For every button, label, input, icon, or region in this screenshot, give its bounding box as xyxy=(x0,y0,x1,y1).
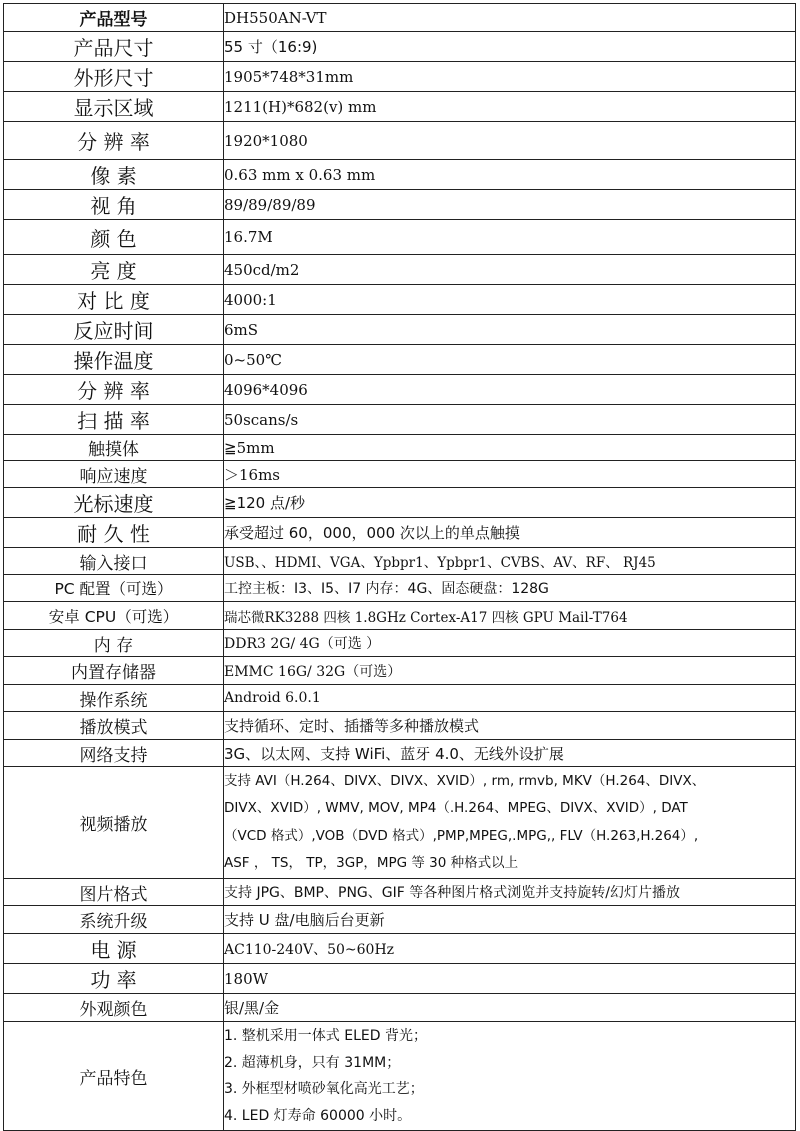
spec-label: 扫 描 率 xyxy=(4,405,224,435)
table-row xyxy=(4,740,796,767)
table-row xyxy=(4,4,796,32)
spec-value: 承受超过 60，000，000 次以上的单点触摸 xyxy=(224,518,796,548)
spec-label: 网络支持 xyxy=(4,740,224,767)
spec-label: 分 辨 率 xyxy=(4,375,224,405)
table-row xyxy=(4,518,796,548)
spec-value: 银/黑/金 xyxy=(224,994,796,1022)
table-row xyxy=(4,345,796,375)
table-row xyxy=(4,255,796,285)
spec-value: 支持循环、定时、插播等多种播放模式 xyxy=(224,712,796,740)
spec-value: 4096*4096 xyxy=(224,375,796,405)
spec-label: 耐 久 性 xyxy=(4,518,224,548)
spec-label: 功 率 xyxy=(4,964,224,994)
spec-label: 光标速度 xyxy=(4,488,224,518)
spec-value: ≧120 点/秒 xyxy=(224,488,796,518)
spec-value: 支持 JPG、BMP、PNG、GIF 等各种图片格式浏览并支持旋转/幻灯片播放 xyxy=(224,879,796,906)
spec-label: 对 比 度 xyxy=(4,285,224,315)
text-line: ASF ， TS， TP，3GP，MPG 等 30 种格式以上 xyxy=(224,855,519,871)
spec-label: 输入接口 xyxy=(4,548,224,575)
spec-value: 180W xyxy=(224,964,796,994)
spec-value: EMMC 16G/ 32G（可选） xyxy=(224,657,796,685)
spec-value: ≧5mm xyxy=(224,435,796,461)
spec-table xyxy=(3,3,796,1131)
spec-value-multiline xyxy=(224,1022,796,1131)
table-row xyxy=(4,190,796,220)
spec-label: 产品型号 xyxy=(4,4,224,32)
spec-label: 外形尺寸 xyxy=(4,62,224,92)
table-row xyxy=(4,1022,796,1131)
table-row xyxy=(4,906,796,934)
spec-value: 55 寸（16:9) xyxy=(224,32,796,62)
spec-label: 反应时间 xyxy=(4,315,224,345)
spec-value: 0~50℃ xyxy=(224,345,796,375)
spec-label: 颜 色 xyxy=(4,220,224,255)
table-row xyxy=(4,160,796,190)
spec-label: 亮 度 xyxy=(4,255,224,285)
spec-value: 1211(H)*682(v) mm xyxy=(224,92,796,122)
table-row xyxy=(4,994,796,1022)
table-row xyxy=(4,92,796,122)
text-line: 4. LED 灯寿命 60000 小时。 xyxy=(224,1107,412,1124)
spec-label: 安卓 CPU（可选） xyxy=(4,602,224,630)
spec-label: 系统升级 xyxy=(4,906,224,934)
spec-label: PC 配置（可选） xyxy=(4,575,224,602)
spec-label: 显示区域 xyxy=(4,92,224,122)
spec-label: 内置存储器 xyxy=(4,657,224,685)
table-row xyxy=(4,122,796,160)
table-row xyxy=(4,767,796,879)
table-row xyxy=(4,602,796,630)
text-line: 1. 整机采用一体式 ELED 背光； xyxy=(224,1028,427,1044)
spec-label: 外观颜色 xyxy=(4,994,224,1022)
spec-value: ＞16ms xyxy=(224,461,796,488)
table-row xyxy=(4,657,796,685)
table-row xyxy=(4,488,796,518)
spec-label: 像 素 xyxy=(4,160,224,190)
spec-value: Android 6.0.1 xyxy=(224,685,796,712)
spec-value: USB、、HDMI、VGA、Ypbpr1、Ypbpr1、CVBS、AV、RF、 RJ45 xyxy=(224,548,796,575)
spec-value: DH550AN-VT xyxy=(224,4,796,32)
table-row xyxy=(4,285,796,315)
spec-value: DDR3 2G/ 4G（可选 ） xyxy=(224,630,796,657)
spec-value: 3G、以太网、支持 WiFi、蓝牙 4.0、无线外设扩展 xyxy=(224,740,796,767)
spec-label: 操作系统 xyxy=(4,685,224,712)
table-row xyxy=(4,712,796,740)
table-row xyxy=(4,630,796,657)
spec-value: 支持 U 盘/电脑后台更新 xyxy=(224,906,796,934)
spec-label: 产品特色 xyxy=(4,1022,224,1131)
spec-label: 视 角 xyxy=(4,190,224,220)
spec-value-multiline xyxy=(224,767,796,879)
text-line: 3. 外框型材喷砂氧化高光工艺； xyxy=(224,1081,424,1097)
text-line: DIVX、XVID）, WMV, MOV, MP4（.H.264、MPEG、DIVX、XVID）, DAT xyxy=(224,800,688,816)
spec-label: 图片格式 xyxy=(4,879,224,906)
table-row xyxy=(4,461,796,488)
table-row xyxy=(4,62,796,92)
spec-value: 工控主板：I3、I5、I7 内存：4G、固态硬盘：128G xyxy=(224,575,796,602)
text-line: 支持 AVI（H.264、DIVX、DIVX、XVID）, rm, rmvb, MKV（H.264、DIVX、 xyxy=(224,772,706,789)
spec-value: 1920*1080 xyxy=(224,122,796,160)
table-row xyxy=(4,575,796,602)
spec-value: 89/89/89/89 xyxy=(224,190,796,220)
spec-label: 响应速度 xyxy=(4,461,224,488)
table-row xyxy=(4,879,796,906)
table-row xyxy=(4,685,796,712)
spec-value: 450cd/m2 xyxy=(224,255,796,285)
spec-label: 产品尺寸 xyxy=(4,32,224,62)
table-row xyxy=(4,220,796,255)
spec-value: 16.7M xyxy=(224,220,796,255)
spec-label: 内 存 xyxy=(4,630,224,657)
table-row xyxy=(4,375,796,405)
text-line: 2. 超薄机身，只有 31MM； xyxy=(224,1054,401,1071)
spec-label: 触摸体 xyxy=(4,435,224,461)
table-row xyxy=(4,405,796,435)
spec-value: 瑞芯微RK3288 四核 1.8GHz Cortex-A17 四核 GPU Mail-T764 xyxy=(224,602,796,630)
table-row xyxy=(4,315,796,345)
spec-label: 电 源 xyxy=(4,934,224,964)
table-row xyxy=(4,934,796,964)
text-line: （VCD 格式）,VOB（DVD 格式）,PMP,MPEG,.MPG,, FLV（H.263,H.264）, xyxy=(224,827,699,844)
spec-value: 0.63 mm x 0.63 mm xyxy=(224,160,796,190)
table-row xyxy=(4,964,796,994)
spec-value: 6mS xyxy=(224,315,796,345)
spec-label: 视频播放 xyxy=(4,767,224,879)
spec-value: AC110-240V、50~60Hz xyxy=(224,934,796,964)
spec-value: 50scans/s xyxy=(224,405,796,435)
table-row xyxy=(4,548,796,575)
spec-value: 1905*748*31mm xyxy=(224,62,796,92)
spec-label: 播放模式 xyxy=(4,712,224,740)
table-row xyxy=(4,32,796,62)
spec-value: 4000:1 xyxy=(224,285,796,315)
spec-label: 分 辨 率 xyxy=(4,122,224,160)
spec-label: 操作温度 xyxy=(4,345,224,375)
table-row xyxy=(4,435,796,461)
